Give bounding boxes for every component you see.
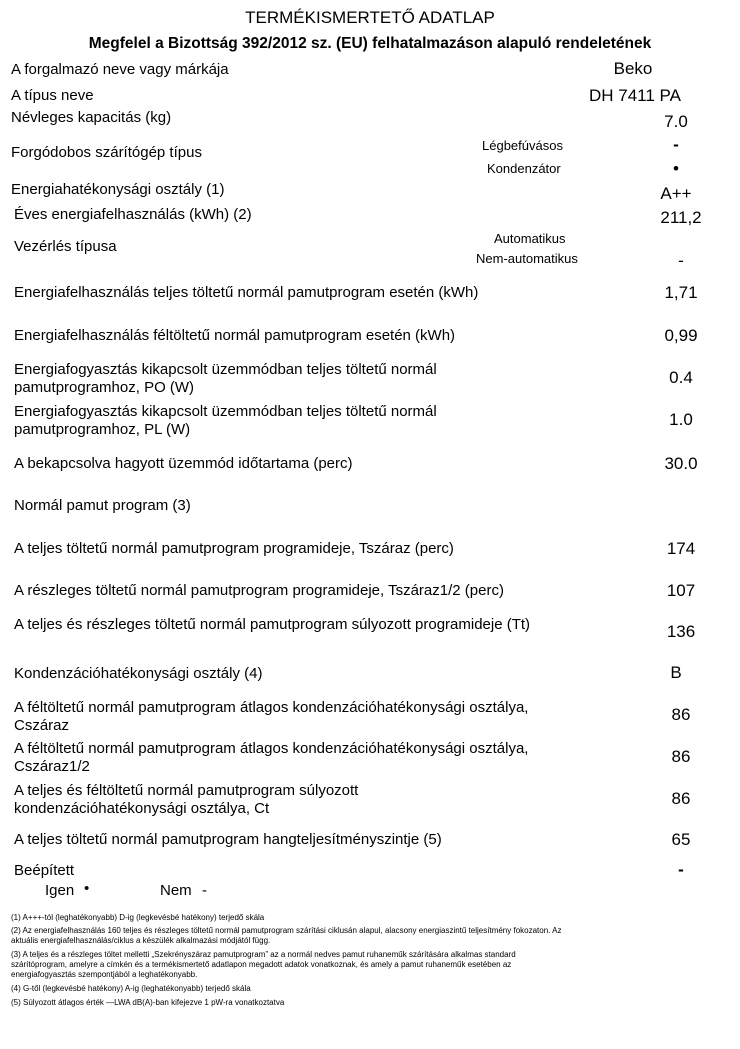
- program-time-partial-label: A részleges töltetű normál pamutprogram programideje, Tszáraz1/2 (perc): [14, 582, 504, 599]
- built-in-no-label: Nem: [160, 882, 192, 899]
- brand-label: A forgalmazó neve vagy márkája: [11, 61, 229, 78]
- capacity-label: Névleges kapacitás (kg): [11, 109, 172, 126]
- energy-half-load-label: Energiafelhasználás féltöltetű normál pamutprogram esetén (kWh): [14, 327, 456, 344]
- left-on-duration-label: A bekapcsolva hagyott üzemmód időtartama (perc): [14, 455, 353, 472]
- dryer-type-label: Forgódobos szárítógép típus: [11, 144, 202, 161]
- energy-class-label: Energiahatékonysági osztály (1): [11, 181, 225, 198]
- off-mode-po-label: Energiafogyasztás kikapcsolt üzemmódban teljes töltetű normál pamutprogramhoz, PO (W): [14, 361, 437, 396]
- annual-energy-label: Éves energiafelhasználás (kWh) (2): [14, 206, 252, 223]
- left-on-duration-value: 30.0: [664, 454, 698, 473]
- program-time-weighted-label: A teljes és részleges töltetű normál pamutprogram súlyozott programideje (Tt): [14, 616, 531, 633]
- condensation-class-value: B: [670, 663, 682, 682]
- brand-value: Beko: [613, 59, 653, 78]
- energy-full-load-value: 1,71: [664, 283, 698, 302]
- off-mode-po-value: 0.4: [669, 368, 693, 387]
- noise-level-label: A teljes töltetű normál pamutprogram hangteljesítményszintje (5): [14, 831, 442, 848]
- off-mode-pl-label: Energiafogyasztás kikapcsolt üzemmódban teljes töltetű normál pamutprogramhoz, PL (W): [14, 403, 437, 438]
- program-time-partial-value: 107: [666, 581, 696, 600]
- condensation-weighted-value: 86: [671, 789, 691, 808]
- model-label: A típus neve: [11, 87, 94, 104]
- annual-energy-value: 211,2: [660, 208, 702, 227]
- built-in-yes-mark: •: [84, 880, 90, 897]
- condensation-full-label: A féltöltetű normál pamutprogram átlagos kondenzációhatékonysági osztálya, Cszáraz: [14, 699, 529, 734]
- program-time-full-value: 174: [666, 539, 696, 558]
- condensation-half-label: A féltöltetű normál pamutprogram átlagos kondenzációhatékonysági osztálya, Cszáraz1/2: [14, 740, 529, 775]
- footnote-2: (2) Az energiafelhasználás 160 teljes és részleges töltetű normál pamutprogram szárítási ciklusán alapul, alacsony energiaszintű teljesítmény fokozaton. Az aktuális energiafelhasználás/ciklus a készülék alkalmazási módjától függ.: [11, 926, 562, 945]
- built-in-value: -: [678, 860, 684, 879]
- dryer-type-condenser-value: •: [673, 159, 679, 178]
- control-non-automatic-value: -: [678, 251, 684, 270]
- dryer-type-option-air-vented: Légbefúvásos: [482, 138, 563, 153]
- energy-class-value: A++: [660, 184, 692, 203]
- built-in-no-mark: -: [202, 882, 207, 899]
- cotton-program-label: Normál pamut program (3): [14, 497, 191, 514]
- page-subtitle: Megfelel a Bizottság 392/2012 sz. (EU) felhatalmazáson alapuló rendeletének: [88, 35, 652, 52]
- capacity-value: 7.0: [664, 112, 688, 131]
- control-option-automatic: Automatikus: [494, 231, 566, 246]
- model-value: DH 7411 PA: [589, 86, 681, 105]
- energy-full-load-label: Energiafelhasználás teljes töltetű normál pamutprogram esetén (kWh): [14, 284, 479, 301]
- energy-half-load-value: 0,99: [664, 326, 698, 345]
- dryer-type-option-condenser: Kondenzátor: [487, 161, 561, 176]
- control-option-non-automatic: Nem-automatikus: [476, 251, 578, 266]
- dryer-type-air-vented-value: -: [673, 135, 679, 154]
- condensation-class-label: Kondenzációhatékonysági osztály (4): [14, 665, 263, 682]
- footnote-1: (1) A+++-tól (leghatékonyabb) D-ig (legkevésbé hatékony) terjedő skála: [11, 913, 265, 922]
- footnote-3: (3) A teljes és a részleges töltet melletti „Szekrényszáraz pamutprogram” az a normál nedves pamut ruhaneműk szárítására alkalmas standard szárítóprogram, amelyre a címkén és a termékismertető adatlapon megadott adatok vonatkoznak, és amely a pamut ruhaneműk esetében az energiafogyasztás szempontjából a leghatékonyabb.: [11, 950, 516, 979]
- condensation-weighted-label: A teljes és féltöltetű normál pamutprogram súlyozott kondenzációhatékonysági osztálya, Ct: [14, 782, 359, 817]
- built-in-label: Beépített: [14, 862, 75, 879]
- condensation-half-value: 86: [671, 747, 691, 766]
- noise-level-value: 65: [671, 830, 691, 849]
- footnote-4: (4) G-től (legkevésbé hatékony) A-ig (leghatékonyabb) terjedő skála: [11, 984, 251, 993]
- program-time-weighted-value: 136: [666, 622, 696, 641]
- off-mode-pl-value: 1.0: [669, 410, 693, 429]
- condensation-full-value: 86: [671, 705, 691, 724]
- program-time-full-label: A teljes töltetű normál pamutprogram programideje, Tszáraz (perc): [14, 540, 454, 557]
- page-title: TERMÉKISMERTETŐ ADATLAP: [245, 8, 495, 27]
- footnote-5: (5) Súlyozott átlagos érték —LWA dB(A)-ban kifejezve 1 pW-ra vonatkoztatva: [11, 998, 285, 1007]
- control-type-label: Vezérlés típusa: [14, 238, 117, 255]
- built-in-yes-label: Igen: [45, 882, 75, 899]
